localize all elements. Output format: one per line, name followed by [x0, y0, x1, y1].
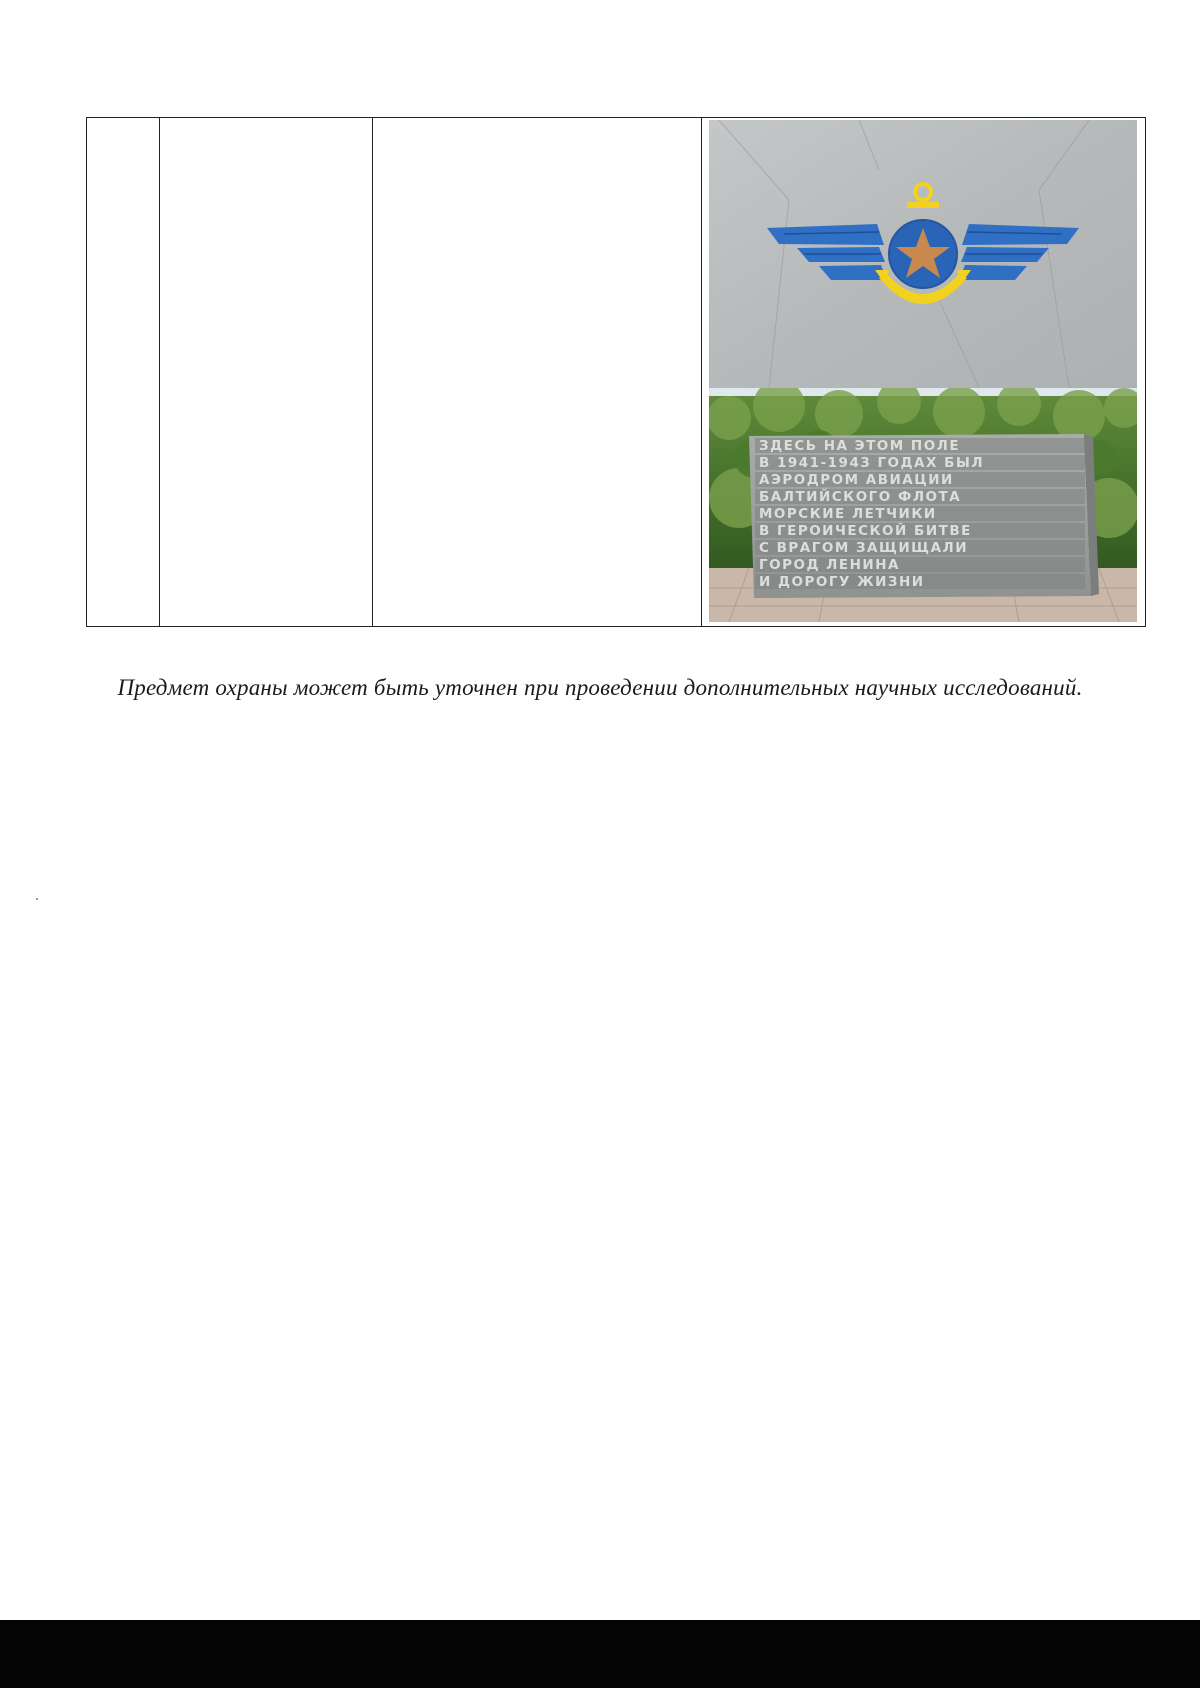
table-cell-description — [373, 118, 702, 627]
scan-speck — [36, 898, 38, 900]
inscription-line: ГОРОД ЛЕНИНА — [759, 557, 900, 573]
table-row — [87, 118, 1146, 627]
scan-bottom-border — [0, 1620, 1200, 1688]
caption-note: Предмет охраны может быть уточнен при проведении дополнительных научных исследований. — [117, 675, 1083, 700]
table-cell-name — [160, 118, 373, 627]
memorial-stone-photo — [709, 388, 1137, 622]
naval-aviation-emblem-photo — [709, 120, 1137, 388]
inscription-line: БАЛТИЙСКОГО ФЛОТА — [759, 489, 962, 505]
inscription-line: МОРСКИЕ ЛЕТЧИКИ — [759, 506, 937, 522]
inscription-line: В ГЕРОИЧЕСКОЙ БИТВЕ — [759, 523, 972, 539]
inscription-line: ЗДЕСЬ НА ЭТОМ ПОЛЕ — [759, 438, 961, 454]
table-cell-number — [87, 118, 160, 627]
heritage-table — [86, 117, 1146, 627]
inscription-line: АЭРОДРОМ АВИАЦИИ — [759, 472, 954, 488]
memorial-stone-icon — [749, 434, 1099, 598]
inscription-line: И ДОРОГУ ЖИЗНИ — [759, 574, 925, 590]
inscription-line: С ВРАГОМ ЗАЩИЩАЛИ — [759, 540, 969, 556]
table-cell-photos — [702, 118, 1146, 627]
inscription-line: В 1941-1943 ГОДАХ БЫЛ — [759, 455, 985, 471]
